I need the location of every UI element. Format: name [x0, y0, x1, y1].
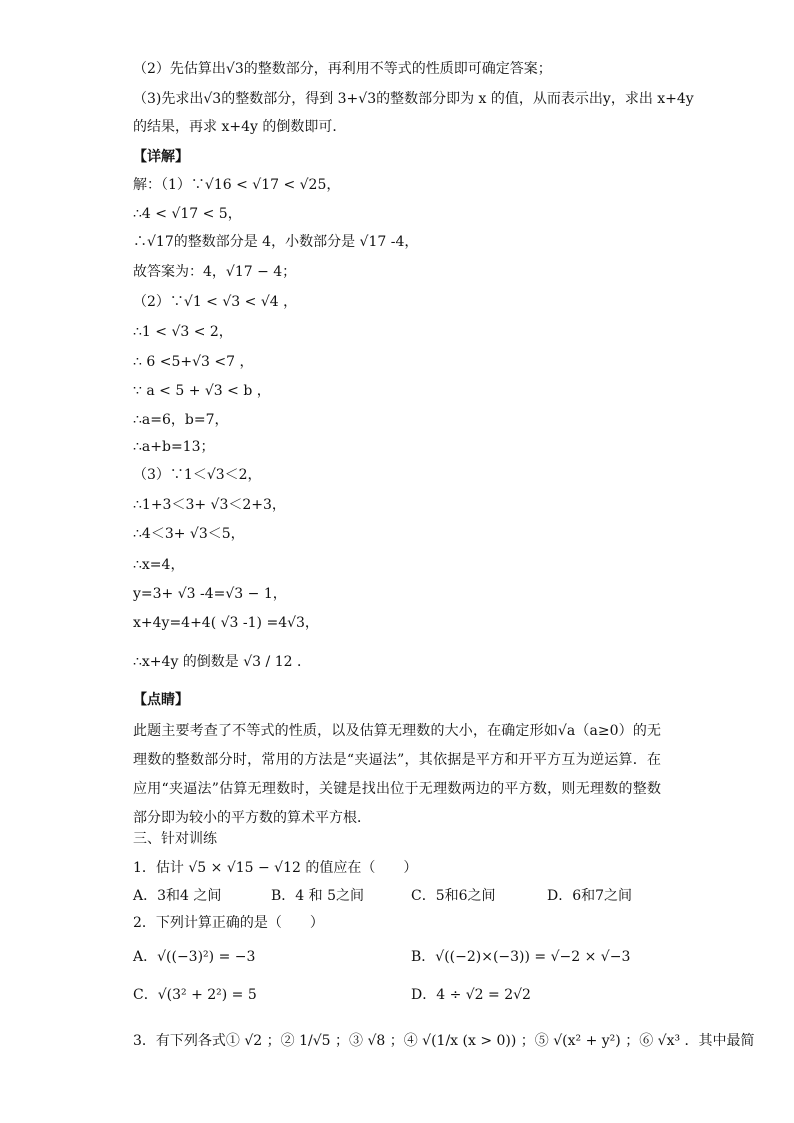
section-heading-detail: 【详解】 [133, 149, 189, 165]
text-line: x+4y=4+4( √3 -1) =4√3， [133, 615, 319, 631]
q2-option-d: D．4 ÷ √2 = 2√2 [411, 987, 531, 1003]
text-line: ∴a=6，b=7， [133, 412, 229, 428]
text-line: 的结果，再求 x+4y 的倒数即可． [133, 119, 347, 135]
text-line: ∴x+4y 的倒数是 √3 / 12 ． [133, 654, 311, 670]
text-line: ∵ a < 5 + √3 < b ， [133, 383, 271, 399]
question-2-stem: 2．下列计算正确的是（ ） [133, 915, 324, 931]
section-heading-comment: 【点睛】 [133, 692, 189, 708]
text-line: 解：（1）∵√16 < √17 < √25， [133, 177, 341, 193]
text-line: ∴1+3＜3+ √3＜2+3， [133, 497, 286, 513]
text-line: ∴√17的整数部分是 4，小数部分是 √17 -4， [133, 234, 419, 250]
text-line: ∴x=4， [133, 557, 185, 573]
text-line: ∴1 < √3 < 2， [133, 324, 233, 340]
commentary-paragraph: 此题主要考查了不等式的性质，以及估算无理数的大小，在确定形如√a（a≥0）的无理数的整数部分时，常用的方法是“夹逼法”，其依据是平方和开平方互为逆运算．在应用“夹逼法”估算无理数时，关键是找出位于无理数两边的平方数，则无理数的整数部分即为较小的平方数的算术平方根． [133, 723, 661, 826]
text-line: ∴a+b=13； [133, 439, 215, 455]
q1-option-b: B．4 和 5之间 [271, 888, 365, 904]
q2-option-b: B．√((−2)×(−3)) = √−2 × √−3 [411, 949, 631, 965]
q1-option-d: D．6和7之间 [547, 888, 633, 904]
text-line: ∴4 < √17 < 5， [133, 206, 242, 222]
section-title: 三、针对训练 [133, 831, 217, 847]
text-line: （2）∵√1 < √3 < √4 ， [133, 294, 298, 310]
question-1-stem: 1．估计 √5 × √15 − √12 的值应在（ ） [133, 860, 418, 876]
q1-option-a: A．3和4 之间 [133, 888, 222, 904]
text-line: （3)先求出√3的整数部分，得到 3+√3的整数部分即为 x 的值，从而表示出y，求出 x+4y [133, 91, 694, 107]
text-line: ∴4＜3+ √3＜5， [133, 526, 245, 542]
q1-option-c: C．5和6之间 [411, 888, 496, 904]
question-3-stem: 3．有下列各式① √2 ；② 1/√5 ；③ √8 ；④ √(1/x (x > 0)) ；⑤ √(x² + y²) ；⑥ √x³ ．其中最简 [133, 1033, 755, 1049]
q2-option-a: A．√((−3)²) = −3 [133, 949, 256, 965]
text-line: y=3+ √3 -4=√3 − 1， [133, 586, 287, 602]
text-line: ∴ 6 <5+√3 <7 ， [133, 354, 254, 370]
text-line: （2）先估算出√3的整数部分，再利用不等式的性质即可确定答案； [133, 61, 552, 77]
text-line: （3）∵1＜√3＜2， [133, 467, 262, 483]
q2-option-c: C．√(3² + 2²) = 5 [133, 987, 257, 1003]
text-line: 故答案为：4，√17 − 4； [133, 264, 297, 280]
